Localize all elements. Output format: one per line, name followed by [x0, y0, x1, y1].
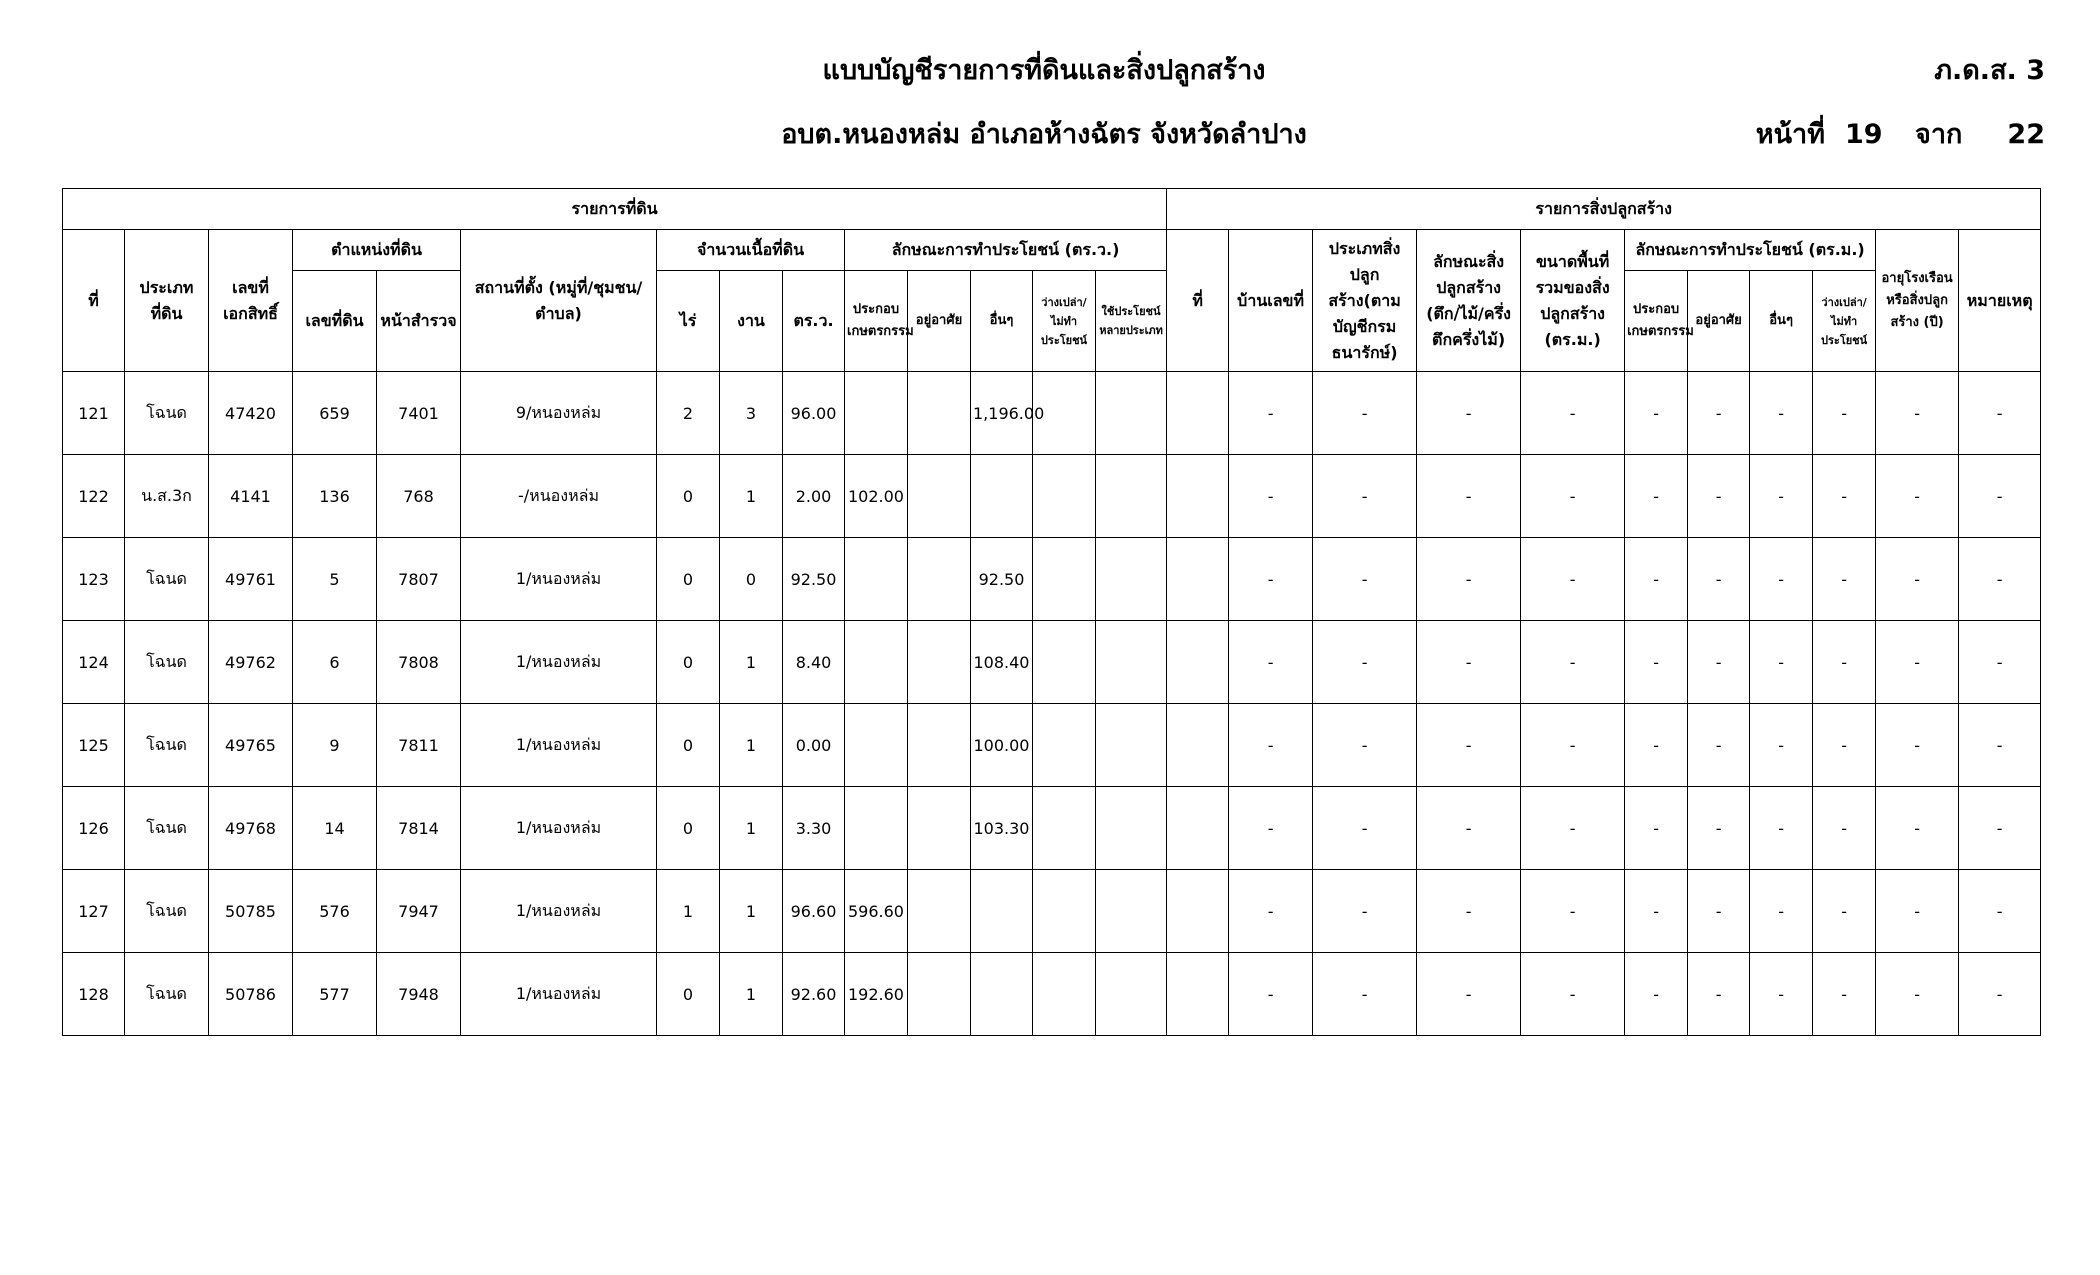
cell-building-empty: - [1876, 953, 1959, 1036]
cell-rai: 0 [657, 787, 720, 870]
cell-rai: 0 [657, 953, 720, 1036]
cell-building-empty: - [1959, 953, 2041, 1036]
cell-building-no [1167, 870, 1229, 953]
col-use-mixed: ใช้ประโยชน์หลายประเภท [1096, 271, 1167, 372]
group-building-header: รายการสิ่งปลูกสร้าง [1167, 189, 2041, 230]
cell-building-empty: - [1813, 870, 1876, 953]
group-location-header: ตำแหน่งที่ดิน [293, 230, 461, 271]
cell-type: โฉนด [125, 538, 209, 621]
cell-building-empty: - [1417, 372, 1521, 455]
cell-vacant [1033, 621, 1096, 704]
cell-type: โฉนด [125, 372, 209, 455]
cell-building-empty: - [1521, 704, 1625, 787]
cell-survey: 7808 [377, 621, 461, 704]
cell-survey: 7401 [377, 372, 461, 455]
cell-building-empty: - [1521, 870, 1625, 953]
table-row [63, 455, 2041, 538]
cell-res [908, 455, 971, 538]
col-rai: ไร่ [657, 271, 720, 372]
cell-building-empty: - [1959, 870, 2041, 953]
cell-addr: 1/หนองหล่ม [461, 621, 657, 704]
cell-mixed [1096, 704, 1167, 787]
cell-building-empty: - [1688, 953, 1750, 1036]
cell-building-empty: - [1876, 538, 1959, 621]
cell-wa: 96.00 [783, 372, 845, 455]
cell-addr: 1/หนองหล่ม [461, 870, 657, 953]
cell-building-no [1167, 704, 1229, 787]
cell-res [908, 621, 971, 704]
cell-building-empty: - [1229, 704, 1313, 787]
cell-rai: 2 [657, 372, 720, 455]
cell-land-no: 659 [293, 372, 377, 455]
total-pages: 22 [2007, 119, 2045, 150]
cell-survey: 7814 [377, 787, 461, 870]
cell-land-no: 6 [293, 621, 377, 704]
cell-survey: 768 [377, 455, 461, 538]
cell-rai: 0 [657, 621, 720, 704]
cell-building-no [1167, 621, 1229, 704]
cell-building-empty: - [1813, 538, 1876, 621]
cell-ngan: 1 [720, 704, 783, 787]
cell-building-no [1167, 372, 1229, 455]
cell-other [971, 953, 1033, 1036]
cell-building-empty: - [1959, 455, 2041, 538]
cell-building-empty: - [1229, 787, 1313, 870]
cell-mixed [1096, 372, 1167, 455]
cell-rai: 0 [657, 455, 720, 538]
cell-building-empty: - [1313, 870, 1417, 953]
table-row [63, 372, 2041, 455]
cell-no: 124 [63, 621, 125, 704]
cell-building-empty: - [1625, 538, 1688, 621]
cell-building-empty: - [1417, 621, 1521, 704]
cell-no: 123 [63, 538, 125, 621]
cell-ngan: 1 [720, 787, 783, 870]
cell-no: 121 [63, 372, 125, 455]
cell-no: 125 [63, 704, 125, 787]
cell-building-empty: - [1959, 538, 2041, 621]
cell-ngan: 1 [720, 621, 783, 704]
cell-survey: 7811 [377, 704, 461, 787]
cell-addr: 1/หนองหล่ม [461, 787, 657, 870]
cell-ngan: 1 [720, 953, 783, 1036]
col-use-residential: อยู่อาศัย [908, 271, 971, 372]
cell-building-empty: - [1750, 621, 1813, 704]
page-label: หน้าที่ [1755, 119, 1825, 150]
cell-building-empty: - [1625, 787, 1688, 870]
cell-building-empty: - [1959, 621, 2041, 704]
cell-building-empty: - [1313, 787, 1417, 870]
cell-building-no [1167, 953, 1229, 1036]
cell-building-empty: - [1750, 372, 1813, 455]
cell-deed: 50786 [209, 953, 293, 1036]
cell-building-empty: - [1688, 538, 1750, 621]
cell-building-empty: - [1750, 538, 1813, 621]
cell-building-empty: - [1688, 621, 1750, 704]
cell-building-empty: - [1813, 704, 1876, 787]
cell-building-empty: - [1625, 704, 1688, 787]
col-ngan: งาน [720, 271, 783, 372]
col-wa: ตร.ว. [783, 271, 845, 372]
cell-agri [845, 787, 908, 870]
cell-wa: 2.00 [783, 455, 845, 538]
cell-building-empty: - [1229, 870, 1313, 953]
col-building-use-vacant: ว่างเปล่า/ไม่ทำประโยชน์ [1813, 271, 1876, 372]
cell-ngan: 0 [720, 538, 783, 621]
cell-survey: 7947 [377, 870, 461, 953]
form-code: ภ.ด.ส. 3 [1934, 55, 2045, 86]
cell-wa: 92.50 [783, 538, 845, 621]
cell-type: โฉนด [125, 704, 209, 787]
cell-deed: 49768 [209, 787, 293, 870]
cell-building-empty: - [1688, 372, 1750, 455]
cell-res [908, 704, 971, 787]
table-row [63, 621, 2041, 704]
cell-land-no: 577 [293, 953, 377, 1036]
group-land-use-header: ลักษณะการทำประโยชน์ (ตร.ว.) [845, 230, 1167, 271]
cell-land-no: 576 [293, 870, 377, 953]
col-deed-no: เลขที่เอกสิทธิ์ [209, 230, 293, 372]
cell-building-empty: - [1750, 704, 1813, 787]
cell-building-empty: - [1876, 787, 1959, 870]
cell-building-empty: - [1313, 704, 1417, 787]
cell-other [971, 870, 1033, 953]
col-remark: หมายเหตุ [1959, 230, 2041, 372]
cell-vacant [1033, 787, 1096, 870]
cell-building-empty: - [1750, 870, 1813, 953]
cell-vacant [1033, 455, 1096, 538]
cell-mixed [1096, 455, 1167, 538]
cell-res [908, 538, 971, 621]
table-body [63, 372, 2041, 1036]
cell-survey: 7807 [377, 538, 461, 621]
cell-building-empty: - [1813, 372, 1876, 455]
col-no: ที่ [63, 230, 125, 372]
of-label: จาก [1915, 119, 1963, 150]
cell-building-empty: - [1417, 538, 1521, 621]
col-use-agri: ประกอบเกษตรกรรม [845, 271, 908, 372]
cell-deed: 49762 [209, 621, 293, 704]
cell-deed: 49765 [209, 704, 293, 787]
cell-mixed [1096, 953, 1167, 1036]
cell-building-empty: - [1417, 704, 1521, 787]
cell-building-empty: - [1750, 455, 1813, 538]
cell-type: โฉนด [125, 870, 209, 953]
cell-building-empty: - [1521, 538, 1625, 621]
cell-building-empty: - [1959, 704, 2041, 787]
cell-building-empty: - [1521, 621, 1625, 704]
col-building-use-residential: อยู่อาศัย [1688, 271, 1750, 372]
cell-wa: 0.00 [783, 704, 845, 787]
col-land-no: เลขที่ดิน [293, 271, 377, 372]
cell-land-no: 9 [293, 704, 377, 787]
cell-rai: 0 [657, 538, 720, 621]
table-row [63, 870, 2041, 953]
table-row [63, 704, 2041, 787]
document-title: แบบบัญชีรายการที่ดินและสิ่งปลูกสร้าง [822, 55, 1266, 86]
cell-ngan: 1 [720, 455, 783, 538]
cell-vacant [1033, 538, 1096, 621]
cell-type: โฉนด [125, 621, 209, 704]
cell-mixed [1096, 870, 1167, 953]
cell-building-empty: - [1688, 787, 1750, 870]
col-building-use-agri: ประกอบเกษตรกรรม [1625, 271, 1688, 372]
cell-vacant [1033, 870, 1096, 953]
table-row [63, 538, 2041, 621]
cell-rai: 0 [657, 704, 720, 787]
cell-agri: 102.00 [845, 455, 908, 538]
cell-building-empty: - [1750, 953, 1813, 1036]
cell-building-no [1167, 787, 1229, 870]
col-building-type: ประเภทสิ่งปลูกสร้าง(ตามบัญชีกรมธนารักษ์) [1313, 230, 1417, 372]
cell-res [908, 372, 971, 455]
cell-rai: 1 [657, 870, 720, 953]
cell-land-no: 5 [293, 538, 377, 621]
cell-res [908, 953, 971, 1036]
cell-building-empty: - [1688, 455, 1750, 538]
cell-building-empty: - [1313, 621, 1417, 704]
group-land-header: รายการที่ดิน [63, 189, 1167, 230]
cell-building-empty: - [1688, 704, 1750, 787]
cell-type: น.ส.3ก [125, 455, 209, 538]
cell-vacant [1033, 953, 1096, 1036]
cell-building-empty: - [1625, 621, 1688, 704]
cell-building-empty: - [1876, 372, 1959, 455]
cell-building-empty: - [1959, 787, 2041, 870]
cell-addr: 9/หนองหล่ม [461, 372, 657, 455]
cell-wa: 96.60 [783, 870, 845, 953]
cell-ngan: 3 [720, 372, 783, 455]
cell-addr: 1/หนองหล่ม [461, 538, 657, 621]
cell-type: โฉนด [125, 787, 209, 870]
cell-deed: 47420 [209, 372, 293, 455]
cell-other: 1,196.00 [971, 372, 1033, 455]
cell-building-empty: - [1229, 621, 1313, 704]
cell-building-empty: - [1813, 455, 1876, 538]
cell-building-empty: - [1813, 787, 1876, 870]
cell-building-empty: - [1876, 455, 1959, 538]
cell-building-empty: - [1521, 372, 1625, 455]
cell-type: โฉนด [125, 953, 209, 1036]
cell-addr: -/หนองหล่ม [461, 455, 657, 538]
group-building-use-header: ลักษณะการทำประโยชน์ (ตร.ม.) [1625, 230, 1876, 271]
cell-wa: 3.30 [783, 787, 845, 870]
cell-survey: 7948 [377, 953, 461, 1036]
cell-building-empty: - [1813, 621, 1876, 704]
col-building-size: ขนาดพื้นที่รวมของสิ่งปลูกสร้าง (ตร.ม.) [1521, 230, 1625, 372]
col-address: สถานที่ตั้ง (หมู่ที่/ชุมชน/ตำบล) [461, 230, 657, 372]
cell-other: 108.40 [971, 621, 1033, 704]
document-subtitle: อบต.หนองหล่ม อำเภอห้างฉัตร จังหวัดลำปาง [781, 119, 1307, 150]
cell-deed: 4141 [209, 455, 293, 538]
cell-building-empty: - [1313, 372, 1417, 455]
cell-building-empty: - [1313, 538, 1417, 621]
cell-no: 122 [63, 455, 125, 538]
cell-building-empty: - [1229, 455, 1313, 538]
cell-building-no [1167, 538, 1229, 621]
cell-no: 126 [63, 787, 125, 870]
cell-building-empty: - [1625, 953, 1688, 1036]
col-house-no: บ้านเลขที่ [1229, 230, 1313, 372]
cell-building-empty: - [1813, 953, 1876, 1036]
table-row [63, 787, 2041, 870]
cell-no: 127 [63, 870, 125, 953]
col-use-vacant: ว่างเปล่า/ไม่ทำประโยชน์ [1033, 271, 1096, 372]
cell-building-empty: - [1417, 455, 1521, 538]
cell-other: 100.00 [971, 704, 1033, 787]
page-info [1756, 112, 2045, 155]
col-survey-page: หน้าสำรวจ [377, 271, 461, 372]
cell-agri [845, 621, 908, 704]
cell-building-no [1167, 455, 1229, 538]
cell-agri: 192.60 [845, 953, 908, 1036]
cell-building-empty: - [1876, 870, 1959, 953]
cell-agri [845, 538, 908, 621]
cell-deed: 49761 [209, 538, 293, 621]
cell-vacant [1033, 704, 1096, 787]
cell-ngan: 1 [720, 870, 783, 953]
cell-building-empty: - [1688, 870, 1750, 953]
cell-building-empty: - [1229, 953, 1313, 1036]
cell-building-empty: - [1876, 621, 1959, 704]
cell-other: 92.50 [971, 538, 1033, 621]
cell-building-empty: - [1521, 953, 1625, 1036]
cell-agri [845, 372, 908, 455]
col-building-no: ที่ [1167, 230, 1229, 372]
cell-other [971, 455, 1033, 538]
cell-res [908, 787, 971, 870]
land-building-register-table [62, 188, 2041, 1036]
cell-deed: 50785 [209, 870, 293, 953]
cell-agri: 596.60 [845, 870, 908, 953]
cell-addr: 1/หนองหล่ม [461, 704, 657, 787]
cell-addr: 1/หนองหล่ม [461, 953, 657, 1036]
cell-building-empty: - [1625, 372, 1688, 455]
cell-mixed [1096, 787, 1167, 870]
cell-building-empty: - [1313, 953, 1417, 1036]
cell-building-empty: - [1876, 704, 1959, 787]
cell-building-empty: - [1417, 870, 1521, 953]
cell-wa: 92.60 [783, 953, 845, 1036]
cell-building-empty: - [1625, 870, 1688, 953]
cell-building-empty: - [1417, 787, 1521, 870]
cell-mixed [1096, 621, 1167, 704]
col-building-kind: ลักษณะสิ่งปลูกสร้าง (ตึก/ไม้/ครึ่งตึกครึ่งไม้) [1417, 230, 1521, 372]
cell-other: 103.30 [971, 787, 1033, 870]
cell-wa: 8.40 [783, 621, 845, 704]
cell-res [908, 870, 971, 953]
col-building-use-other: อื่นๆ [1750, 271, 1813, 372]
cell-mixed [1096, 538, 1167, 621]
cell-land-no: 14 [293, 787, 377, 870]
cell-building-empty: - [1959, 372, 2041, 455]
cell-building-empty: - [1417, 953, 1521, 1036]
table-row [63, 953, 2041, 1036]
cell-no: 128 [63, 953, 125, 1036]
col-building-age: อายุโรงเรือนหรือสิ่งปลูกสร้าง (ปี) [1876, 230, 1959, 372]
cell-building-empty: - [1313, 455, 1417, 538]
col-land-type: ประเภทที่ดิน [125, 230, 209, 372]
cell-agri [845, 704, 908, 787]
cell-building-empty: - [1229, 372, 1313, 455]
cell-building-empty: - [1521, 787, 1625, 870]
cell-land-no: 136 [293, 455, 377, 538]
page-number: 19 [1845, 119, 1883, 150]
group-area-header: จำนวนเนื้อที่ดิน [657, 230, 845, 271]
cell-building-empty: - [1521, 455, 1625, 538]
cell-building-empty: - [1750, 787, 1813, 870]
cell-building-empty: - [1229, 538, 1313, 621]
cell-building-empty: - [1625, 455, 1688, 538]
col-use-other: อื่นๆ [971, 271, 1033, 372]
